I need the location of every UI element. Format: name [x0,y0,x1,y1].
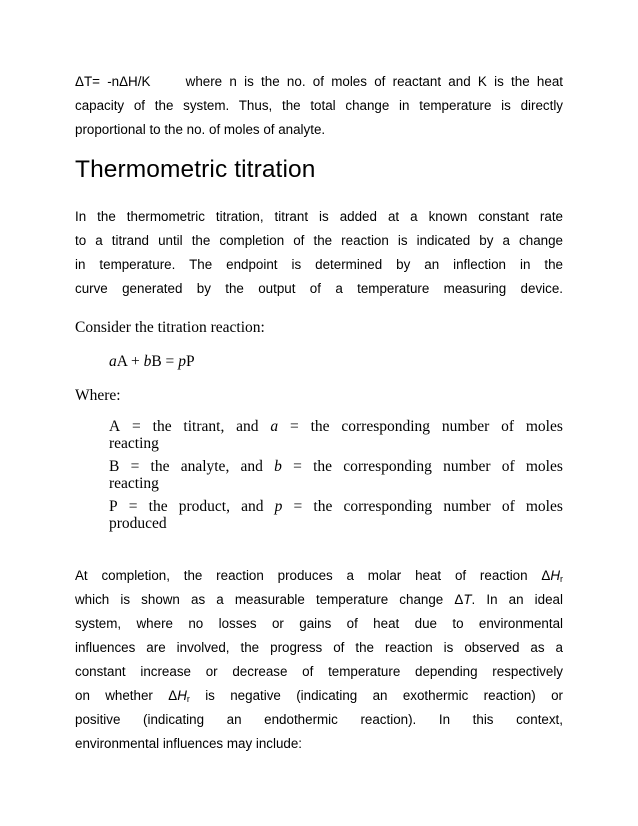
species-p: P [185,353,195,370]
definition-continuation: reacting [109,435,159,452]
definition-continuation: reacting [109,475,159,492]
definition-item [109,418,563,452]
coef-p: p [178,353,186,370]
titration-paragraph [75,205,563,301]
titration-line-4: curve generated by the output of a temperature measuring device. [75,281,563,296]
heat-equation: ΔT= -nΔH/K [75,74,151,89]
consider-text: Consider the titration reaction: [75,319,265,336]
titration-line-3: in temperature. The endpoint is determined by an inflection in the [75,257,563,272]
definition-line: B = the analyte, and b = the corresponding number of moles [109,458,563,475]
definition-line: A = the titrant, and a = the corresponding number of moles [109,418,563,435]
definition-continuation: produced [109,515,167,532]
completion-line-5: constant increase or decrease of temperature depending respectively [75,664,563,679]
definition-item [109,498,563,532]
intro-line-1-text: where n is the no. of moles of reactant and K is the heat [185,74,563,89]
coef-a: a [109,353,117,370]
definition-line: P = the product, and p = the corresponding number of moles [109,498,563,515]
completion-line-3: system, where no losses or gains of heat due to environmental [75,616,563,631]
reaction-equation [109,352,195,372]
completion-line-6: on whether $\Delta H_r$ is negative (indicating an exothermic reaction) or [75,688,564,704]
completion-line-7: positive (indicating an endothermic reaction). In this context, [75,712,563,727]
titration-line-1: In the thermometric titration, titrant is added at a known constant rate [75,209,563,224]
completion-line-4: influences are involved, the progress of the reaction is observed as a [75,640,563,655]
titration-line-2: to a titrand until the completion of the reaction is indicated by a change [75,233,563,248]
completion-line-1: At completion, the reaction produces a molar heat of reaction $\Delta H_r$ [75,568,563,584]
intro-paragraph [75,70,563,142]
completion-line-2: which is shown as a measurable temperature change ΔT. In an ideal [75,592,563,607]
species-a: A + [116,353,144,370]
section-heading: Thermometric titration [75,156,316,183]
symbol: b [274,458,282,475]
completion-paragraph [75,564,563,756]
intro-line-3: proportional to the no. of moles of analyte. [75,122,326,137]
symbol: a [270,418,279,435]
intro-line-2: capacity of the system. Thus, the total change in temperature is directly [75,98,563,113]
definition-item [109,458,563,492]
species-b: B = [151,353,179,370]
symbol: p [274,498,283,515]
definition-list [109,418,563,538]
completion-line-8: environmental influences may include: [75,736,303,751]
intro-line-1 [75,70,563,94]
where-label: Where: [75,387,121,404]
coef-b: b [143,353,152,370]
